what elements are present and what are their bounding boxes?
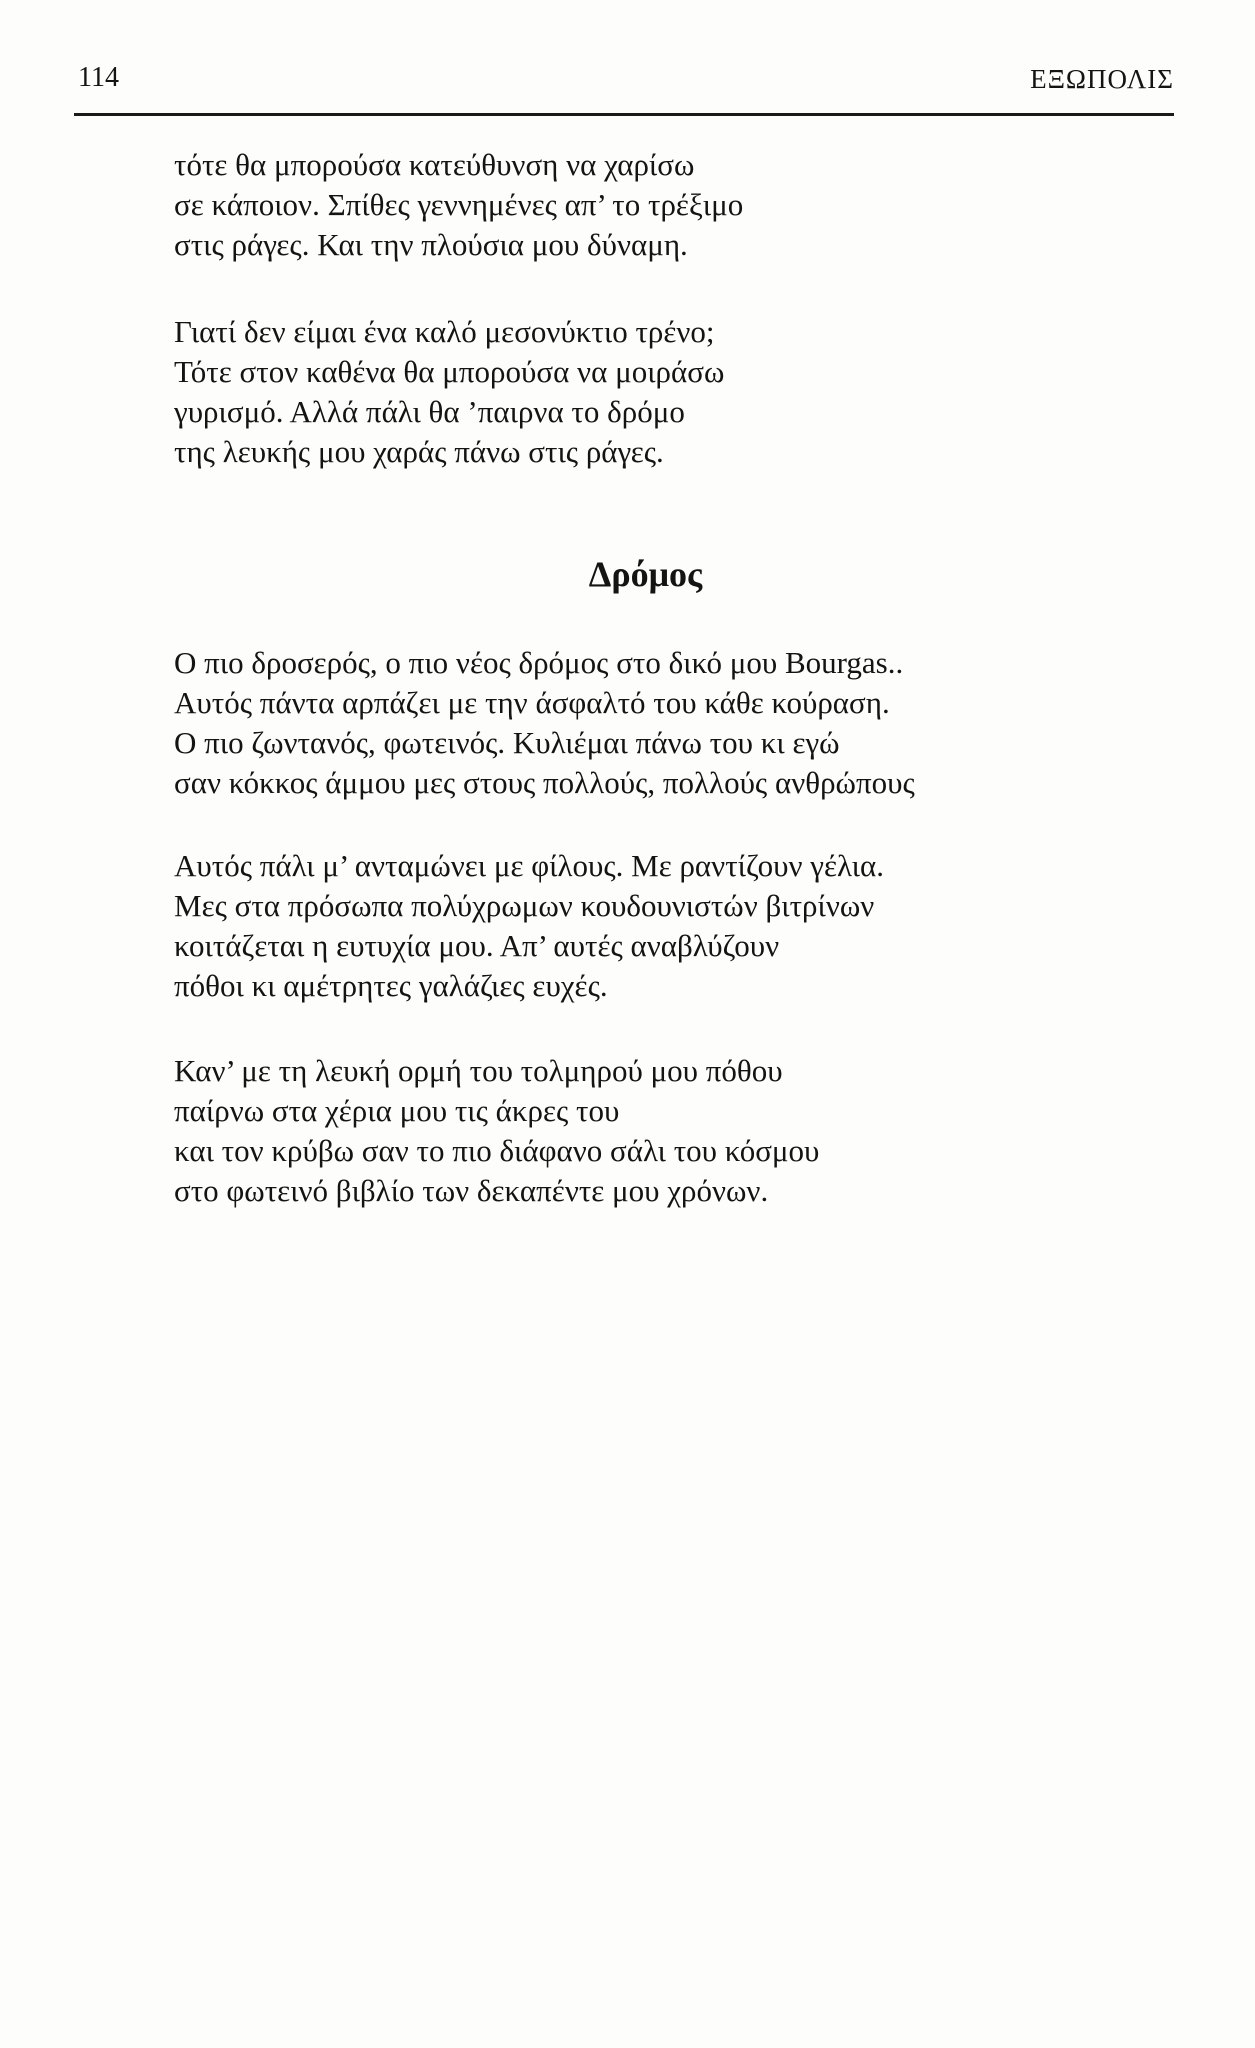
poem-line: Καν’ με τη λευκή ορμή του τολμηρού μου πόθου [174, 1053, 783, 1088]
poem-line: παίρνω στα χέρια μου τις άκρες του [174, 1093, 620, 1128]
poem-line: Αυτός πάντα αρπάζει με την άσφαλτό του κάθε κούραση. [174, 685, 890, 720]
poem-line: Γιατί δεν είμαι ένα καλό μεσονύκτιο τρένο; [174, 314, 715, 349]
stanza [174, 312, 724, 472]
stanza [174, 145, 743, 265]
poem-line: της λευκής μου χαράς πάνω στις ράγες. [174, 434, 664, 469]
poem-line: σε κάποιον. Σπίθες γεννημένες απ’ το τρέξιμο [174, 187, 744, 222]
running-title: ΕΞΩΠΟΛΙΣ [1030, 64, 1174, 94]
poem-line: κοιτάζεται η ευτυχία μου. Απ’ αυτές αναβλύζουν [174, 928, 780, 963]
poem-title [0, 553, 1255, 595]
poem-line: σαν κόκκος άμμου μες στους πολλούς, πολλούς ανθρώπους [174, 765, 915, 800]
poem-line: Αυτός πάλι μ’ ανταμώνει με φίλους. Με ραντίζουν γέλια. [174, 848, 884, 883]
stanza [174, 846, 884, 1006]
stanza [174, 643, 915, 803]
poem-line: τότε θα μπορούσα κατεύθυνση να χαρίσω [174, 147, 695, 182]
header-divider [74, 113, 1174, 116]
poem-line: στις ράγες. Και την πλούσια μου δύναμη. [174, 227, 688, 262]
poem-line: γυρισμό. Αλλά πάλι θα ’παιρνα το δρόμο [174, 394, 685, 429]
page-number: 114 [78, 62, 119, 93]
page-header [74, 56, 1174, 96]
poem-line: και τον κρύβω σαν το πιο διάφανο σάλι του κόσμου [174, 1133, 820, 1168]
poem-title-text: Δρόμος [588, 554, 703, 594]
poem-line: στο φωτεινό βιβλίο των δεκαπέντε μου χρόνων. [174, 1173, 769, 1208]
stanza [174, 1051, 819, 1211]
poem-line: Ο πιο δροσερός, ο πιο νέος δρόμος στο δικό μου Bourgas.. [174, 645, 904, 680]
poem-line: Ο πιο ζωντανός, φωτεινός. Κυλιέμαι πάνω του κι εγώ [174, 725, 840, 760]
poem-line: Τότε στον καθένα θα μπορούσα να μοιράσω [174, 354, 725, 389]
poem-line: πόθοι κι αμέτρητες γαλάζιες ευχές. [174, 968, 608, 1003]
poem-line: Μες στα πρόσωπα πολύχρωμων κουδουνιστών βιτρίνων [174, 888, 875, 923]
